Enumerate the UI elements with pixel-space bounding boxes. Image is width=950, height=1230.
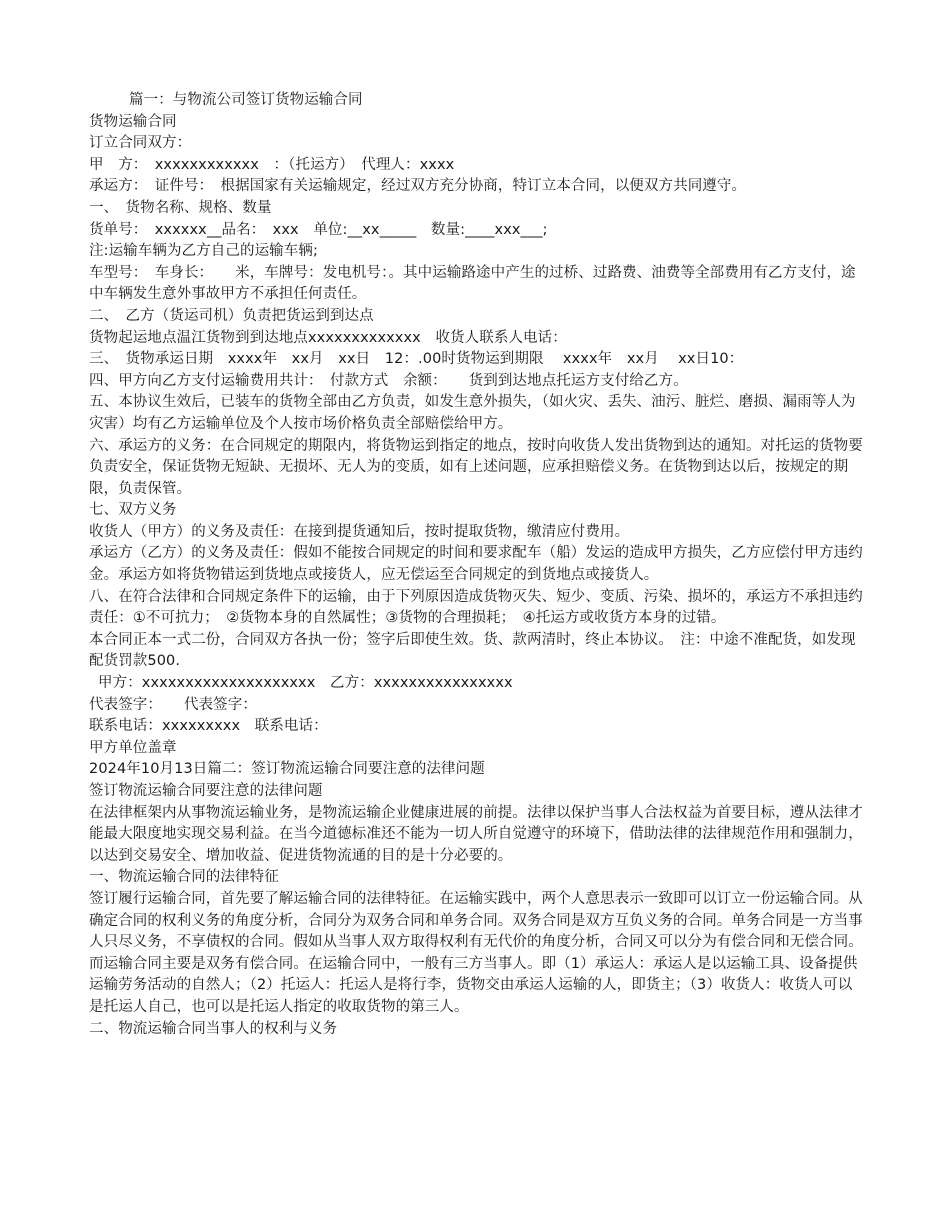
copies-note: 本合同正本一式二份，合同双方各执一份；签字后即使生效。货、款两清时，终止本协议。 注：中途不准配货，如发现配货罚款500. (89, 631, 856, 670)
consignee-duty: 收货人（甲方）的义务及责任：在接到提货通知后，按时提取货物，缴清应付费用。 (89, 523, 630, 540)
clause-4-payment: 四、甲方向乙方支付运输费用共计： 付款方式 余额： 货到到达地点托运方支付给乙方。 (89, 372, 688, 389)
vehicle-note: 注:运输车辆为乙方自己的运输车辆; (89, 243, 318, 260)
date-and-part2-heading: 2024年10月13日篇二：签订物流运输合同要注意的法律问题 (89, 761, 485, 778)
clause-5-liability: 五、本协议生效后，已装车的货物全部由乙方负责，如发生意外损失，（如火灾、丢失、油污、脏烂、磨损、漏雨等人为灾害）均有乙方运输单位及个人按市场价格负责全部赔偿给甲方。 (89, 394, 856, 432)
document-body (89, 90, 864, 1040)
part2-section-1-body: 签订履行运输合同，首先要了解运输合同的法律特征。在运输实践中，两个人意思表示一致即可以订立一份运输合同。从确定合同的权利义务的角度分析，合同分为双务合同和单务合同。双务合同是双方互负义务的合同。单务合同是一方当事人只尽义务，不享债权的合同。假如从当事人双方取得权利有无代价的角度分析，合同又可以分为有偿合同和无偿合同。而运输合同主要是双务有偿合同。在运输合同中，一般有三方当事人。即（1）承运人：承运人是以运输工具、设备提供运输劳务活动的自然人；（2）托运人：托运人是将行李，货物交由承运人运输的人，即货主；（3）收货人：收货人可以是托运人自己，也可以是托运人指定的收取货物的第三人。 (89, 890, 863, 1015)
carrier-duty: 承运方（乙方）的义务及责任：假如不能按合同规定的时间和要求配车（船）发运的造成甲方损失，乙方应偿付甲方违约金。承运方如将货物错运到货地点或接货人，应无偿运至合同规定的到货地点或接货人。 (89, 545, 863, 584)
clause-6-carrier-duty: 六、承运方的义务：在合同规定的期限内，将货物运到指定的地点，按时向收货人发出货物到达的通知。对托运的货物要负责安全，保证货物无短缺、无损坏、无人为的变质，如有上述问题，应承担赔偿义务。在货物到达以后，按规定的期限，负责保管。 (89, 437, 863, 497)
clause-3-dates: 三、 货物承运日期 xxxx年 xx月 xx日 12：.00时货物运到期限 xxxx年 xx月 xx日10： (89, 351, 744, 368)
part2-title: 签订物流运输合同要注意的法律问题 (89, 783, 323, 799)
clause-1-heading: 一、 货物名称、规格、数量 (89, 199, 272, 216)
party-a-seal: 甲方单位盖章 (89, 739, 177, 756)
clause-8-exemptions: 八、在符合法律和合同规定条件下的运输，由于下列原因造成货物灭失、短少、变质、污染、损坏的，承运方不承担违约责任：①不可抗力； ②货物本身的自然属性；③货物的合理损耗； ④托运方或收货方本身的过错。 (89, 588, 863, 627)
part2-section-1-heading: 一、物流运输合同的法律特征 (89, 869, 279, 886)
clause-7-heading: 七、双方义务 (89, 502, 177, 519)
part2-intro: 在法律框架内从事物流运输业务，是物流运输企业健康进展的前提。法律以保护当事人合法权益为首要目标，遵从法律才能最大限度地实现交易利益。在当今道德标准还不能为一切人所自觉遵守的环境下，借助法律的法律规范作用和强制力，以达到交易安全、增加收益、促进货物流通的目的是十分必要的。 (89, 804, 863, 864)
representative-signature: 代表签字： 代表签字： (89, 696, 257, 713)
waybill-line: 货单号： xxxxxx__品名： xxx 单位:__xx_____ 数量:____xxx___; (89, 221, 548, 238)
section-heading-part1: 篇一：与物流公司签订货物运输合同 (129, 92, 363, 108)
contact-phone: 联系电话：xxxxxxxxx 联系电话： (89, 718, 328, 735)
carrier-line: 承运方： 证件号： 根据国家有关运输规定，经过双方充分协商，特订立本合同，以便双方共同遵守。 (89, 178, 747, 195)
part2-section-2-heading: 二、物流运输合同当事人的权利与义务 (89, 1020, 338, 1037)
clause-2-heading: 二、 乙方（货运司机）负责把货运到到达点 (89, 307, 374, 324)
contract-title: 货物运输合同 (89, 113, 177, 130)
signatories-line: 甲方：xxxxxxxxxxxxxxxxxxxx 乙方：xxxxxxxxxxxxxxxx (98, 675, 513, 692)
party-a-line: 甲 方： xxxxxxxxxxxx ：（托运方） 代理人：xxxx (89, 156, 455, 173)
route-line: 货物起运地点温江货物到到达地点xxxxxxxxxxxxx 收货人联系人电话： (89, 329, 567, 346)
parties-heading: 订立合同双方： (89, 135, 192, 152)
vehicle-details: 车型号： 车身长： 米，车牌号：发电机号：。其中运输路途中产生的过桥、过路费、油费等全部费用有乙方支付，途中车辆发生意外事故甲方不承担任何责任。 (89, 264, 856, 303)
